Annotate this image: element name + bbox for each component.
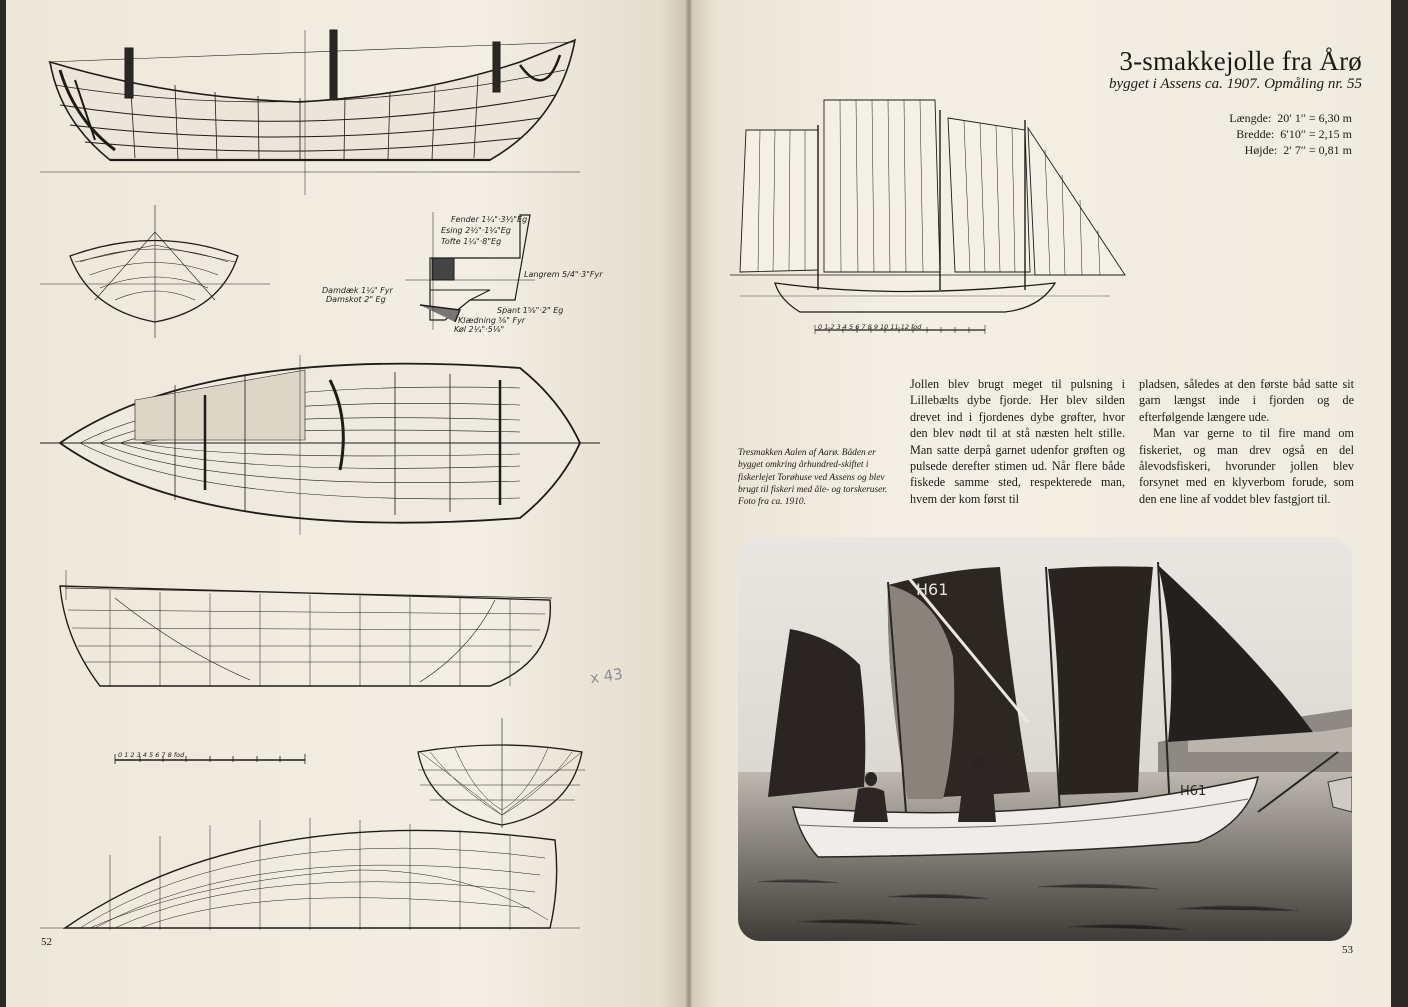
column-1-paragraph: Jollen blev brugt meget til pulsning i Lillebælts dybe fjorde. Her blev silden drevet ind i fjordenes dybe grøfter, hvor den blev nødt til at stå næsten helt stille. Man satte derpå garnet udenfor grøften og pulsede derefter stimen ud. Når flere både fiskede samme sted, respekterede man, hvem der kom først til xyxy=(910,377,1125,506)
body-text-column-2 xyxy=(1139,376,1354,507)
dimension-length: Længde: 20′ 1″ = 6,30 m xyxy=(1229,111,1352,125)
label-kladning: Klædning ⅝" Fyr xyxy=(458,316,526,325)
photo-caption: Tresmakken Aalen af Aarø. Båden er bygget omkring århundred-skiftet i fiskerlejet Torøhuse ved Assens og blev brugt til fiskeri med åle- og torskeruser. Foto fra ca. 1910. xyxy=(738,448,888,508)
label-tofte: Tofte 1¼"·8"Eg xyxy=(441,237,502,246)
page-subtitle: bygget i Assens ca. 1907. Opmåling nr. 55 xyxy=(1108,76,1362,92)
label-fender: Fender 1¼"·3½"Eg xyxy=(451,215,528,224)
hull-profile-drawing xyxy=(40,30,580,195)
left-scale-label: 0 1 2 3 4 5 6 7 8 fod xyxy=(118,751,185,759)
lines-plan-profile xyxy=(60,570,552,686)
hull-number: H61 xyxy=(1180,784,1207,799)
body-plan xyxy=(418,718,585,828)
label-damdak: Damdæk 1¼" Fyr xyxy=(322,286,393,295)
label-spant: Spant 1⅝"·2" Eg xyxy=(497,306,564,315)
label-langrem: Langrem 5/4"·3"Fyr xyxy=(524,270,603,279)
label-esing: Esing 2½"·1¼"Eg xyxy=(441,226,511,235)
photo-illustration xyxy=(738,537,1352,941)
boat-photograph xyxy=(738,537,1352,941)
page-title: 3-smakkejolle fra Årø xyxy=(1119,46,1362,76)
half-breadth-plan xyxy=(40,818,580,930)
body-text-column-1 xyxy=(910,376,1125,507)
label-kol: Køl 2¼"·5⅛" xyxy=(454,325,505,334)
sail-scale-label: 0 1 2 3 4 5 6 7 8 9 10 11 12 fod xyxy=(818,323,922,331)
handwritten-note: x 43 xyxy=(588,664,624,688)
page-number-left: 52 xyxy=(41,936,52,948)
label-damskot: Damskot 2" Eg xyxy=(326,295,386,304)
page-number-right: 53 xyxy=(1342,944,1353,956)
hull-body-section xyxy=(40,205,270,338)
dimension-height: Højde: 2′ 7″ = 0,81 m xyxy=(1244,143,1352,157)
dimensions-table xyxy=(1160,110,1352,158)
hull-drawings xyxy=(0,0,690,1007)
dimension-breadth: Bredde: 6′10″ = 2,15 m xyxy=(1236,127,1352,141)
column-2-paragraph-2: Man var gerne to til fire mand om fiskeriet, og man drev også en del ålevodsfiskeri, hvorunder jollen blev forsynet med en klyverbom forude, som den ene line af voddet blev fastgjort til. xyxy=(1139,426,1354,506)
column-2-paragraph-1: pladsen, således at den første båd satte sit garn længst inde i fjorden og de efterfølgende længere ude. xyxy=(1139,377,1354,424)
hull-plan-view xyxy=(40,355,600,535)
sail-number: H61 xyxy=(916,580,949,599)
